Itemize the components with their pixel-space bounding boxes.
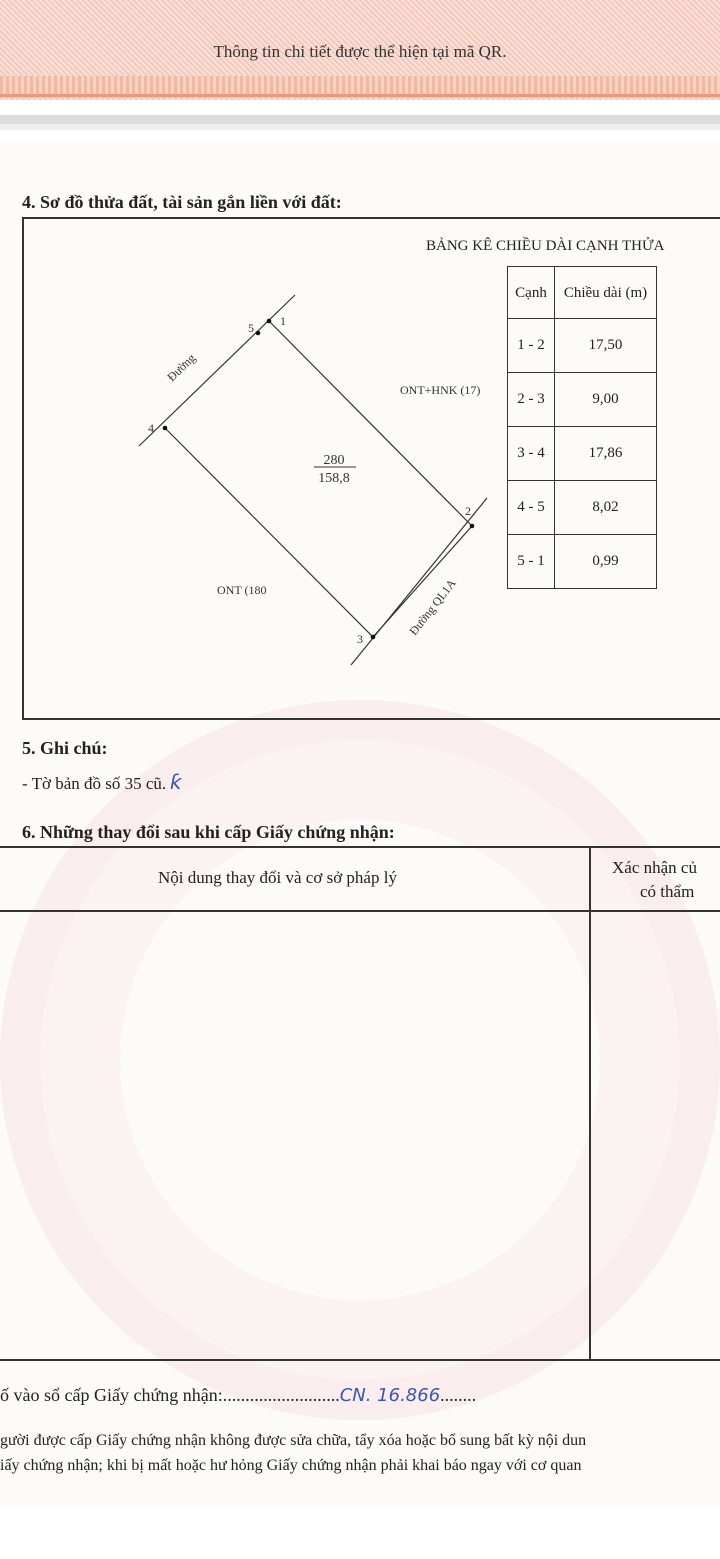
changes-table-divider xyxy=(589,846,591,1360)
changes-table-bottom xyxy=(0,1359,720,1361)
label-4: 4 xyxy=(148,421,154,435)
changes-table-header-line xyxy=(0,910,720,912)
edge: 4 - 5 xyxy=(508,481,555,535)
note-row xyxy=(22,770,182,794)
label-5: 5 xyxy=(248,321,254,335)
warning-line2: iấy chứng nhận; khi bị mất hoặc hư hỏng Giấy chứng nhận phải khai báo ngay với cơ quan xyxy=(0,1457,582,1474)
label-2: 2 xyxy=(465,504,471,518)
parcel-number: 280 xyxy=(323,453,345,468)
point-2 xyxy=(470,524,475,529)
registry-dots: .......................... xyxy=(222,1385,340,1405)
registry-label: ố vào sổ cấp Giấy chứng nhận: xyxy=(0,1385,223,1405)
length: 9,00 xyxy=(555,373,657,427)
initial-mark: ƙ xyxy=(170,770,182,794)
point-3 xyxy=(371,635,376,640)
edge: 5 - 1 xyxy=(508,535,555,589)
col-changes-content: Nội dung thay đổi và cơ sở pháp lý xyxy=(158,868,397,887)
length: 0,99 xyxy=(555,535,657,589)
length-table-title: BẢNG KÊ CHIỀU DÀI CẠNH THỬA xyxy=(426,238,665,254)
section6-title: 6. Những thay đổi sau khi cấp Giấy chứng nhận: xyxy=(22,822,395,842)
parcel-diagram xyxy=(0,0,720,720)
warning-line1: gười được cấp Giấy chứng nhận không được sửa chữa, tẩy xóa hoặc bổ sung bất kỳ nội dun xyxy=(0,1432,587,1449)
length: 17,50 xyxy=(555,319,657,373)
col-header-length: Chiều dài (m) xyxy=(555,267,657,319)
section4-title: 4. Sơ đồ thửa đất, tài sản gắn liền với đất: xyxy=(22,192,342,212)
registry-dots-after: ........ xyxy=(440,1385,477,1405)
point-5 xyxy=(256,331,261,336)
road-left-line xyxy=(139,295,295,446)
note-text: - Tờ bản đồ số 35 cũ. xyxy=(22,774,167,793)
point-4 xyxy=(163,426,168,431)
road-left-label: Đường xyxy=(164,350,199,385)
col-confirmation-line1: Xác nhận củ xyxy=(612,858,697,877)
point-1 xyxy=(267,319,272,324)
parcel-area: 158,8 xyxy=(318,471,350,486)
edge: 1 - 2 xyxy=(508,319,555,373)
edge: 3 - 4 xyxy=(508,427,555,481)
length: 17,86 xyxy=(555,427,657,481)
label-1: 1 xyxy=(280,314,286,328)
neighbor-left: ONT (180 xyxy=(217,583,267,597)
edge: 2 - 3 xyxy=(508,373,555,427)
label-3: 3 xyxy=(357,632,363,646)
page-bottom-margin xyxy=(0,1505,720,1559)
neighbor-right: ONT+HNK (17) xyxy=(400,383,481,397)
registry-number-row xyxy=(0,1385,476,1406)
col-header-edge: Cạnh xyxy=(508,267,555,319)
col-confirmation-line2: có thẩm xyxy=(640,882,695,901)
section5-title: 5. Ghi chú: xyxy=(22,738,108,758)
changes-table-top xyxy=(0,846,720,848)
qr-note: Thông tin chi tiết được thể hiện tại mã QR. xyxy=(213,42,507,61)
road-right-label: Đường QL1A xyxy=(406,576,459,638)
road-right-line xyxy=(351,498,487,665)
warning-text xyxy=(0,1428,720,1478)
registry-number: CN. 16.866 xyxy=(339,1385,441,1406)
watermark-seal xyxy=(0,700,720,1420)
length: 8,02 xyxy=(555,481,657,535)
